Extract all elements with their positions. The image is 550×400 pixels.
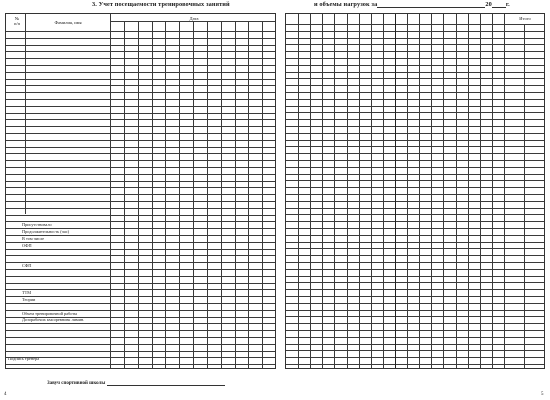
table-row-line — [286, 289, 544, 290]
left-page-title: 3. Учет посещаемости тренировочных занятий — [92, 1, 230, 8]
table-row-line — [286, 323, 544, 324]
table-row-line — [286, 235, 544, 236]
date-column-divider — [124, 21, 125, 368]
table-row-line — [286, 126, 544, 127]
summary-row-label: ОФП — [22, 242, 32, 248]
head-of-studies-signature-line — [107, 379, 225, 386]
table-row-line — [286, 187, 544, 188]
summary-row-label: СФП — [22, 263, 32, 268]
table-row-line — [286, 310, 544, 311]
load-table — [285, 13, 545, 369]
load-column-divider — [407, 14, 408, 368]
table-row-line — [286, 146, 544, 147]
total-column-divider — [524, 24, 525, 368]
summary-row-label: Присутствовало — [22, 222, 52, 228]
summary-row-label: Дозорабочих кмсоревновк лимин. — [22, 317, 85, 323]
date-column-header: Дата — [189, 16, 199, 21]
signature-label: Подпись тренера — [8, 356, 40, 361]
date-column-divider — [221, 21, 222, 368]
date-column-divider — [179, 21, 180, 368]
load-column-divider — [419, 14, 420, 368]
load-column-divider — [431, 14, 432, 368]
head-of-studies-label: Завуч спортивной школы — [47, 381, 106, 386]
load-column-divider — [443, 14, 444, 368]
table-row-line — [286, 255, 544, 256]
summary-row-label: Теории — [22, 297, 36, 302]
table-row-line — [286, 85, 544, 86]
year-blank — [492, 1, 506, 8]
table-row-line — [286, 276, 544, 277]
table-row-line — [286, 357, 544, 358]
table-row-line — [286, 364, 544, 365]
load-column-divider — [480, 14, 481, 368]
name-column-divider — [110, 14, 111, 368]
left-page-number: 4 — [4, 392, 7, 397]
attendance-table — [5, 13, 276, 369]
date-column-divider — [248, 21, 249, 368]
table-row-line — [286, 153, 544, 154]
summary-row-label: Продолжительность (час) — [22, 229, 70, 234]
table-row-line — [286, 242, 544, 243]
section-divider — [395, 14, 396, 368]
table-row-line — [286, 78, 544, 79]
period-blank — [377, 1, 485, 8]
table-row-line — [286, 140, 544, 141]
summary-row-label: В том числе — [22, 235, 45, 241]
name-column-header: Фамилия, имя — [54, 20, 82, 25]
number-column-header: № п/п — [13, 16, 21, 26]
right-title-year: 20 — [485, 1, 492, 8]
table-row-line — [286, 330, 544, 331]
table-row-line — [286, 214, 544, 215]
total-column-header: Итого — [519, 16, 531, 21]
table-row-line — [286, 58, 544, 59]
table-row-line — [286, 167, 544, 168]
table-row-line — [286, 221, 544, 222]
load-column-divider — [504, 14, 505, 368]
table-row-line — [286, 262, 544, 263]
load-column-divider — [468, 14, 469, 368]
table-row-line — [286, 99, 544, 100]
date-column-divider — [138, 21, 139, 368]
footer — [47, 379, 225, 386]
table-row-line — [286, 201, 544, 202]
load-column-divider — [334, 14, 335, 368]
date-column-divider — [207, 21, 208, 368]
number-column-divider — [25, 14, 26, 214]
table-row-line — [286, 282, 544, 283]
table-row-line — [286, 160, 544, 161]
table-row-line — [286, 248, 544, 249]
table-row-line — [286, 31, 544, 32]
table-row-line — [286, 180, 544, 181]
table-row-line — [286, 72, 544, 73]
table-row-line — [286, 92, 544, 93]
table-row-line — [286, 208, 544, 209]
table-row-line — [286, 194, 544, 195]
load-column-divider — [456, 14, 457, 368]
table-row-line — [286, 65, 544, 66]
table-row-line — [286, 133, 544, 134]
right-title-prefix: и объемы нагрузок за — [314, 1, 378, 8]
load-column-divider — [347, 14, 348, 368]
date-column-divider — [152, 21, 153, 368]
load-column-divider — [298, 14, 299, 368]
right-page-number: 5 — [541, 392, 544, 397]
right-title-suffix: г. — [505, 1, 510, 8]
table-row-line — [286, 24, 544, 25]
right-page-title — [314, 1, 510, 8]
table-row-line — [286, 350, 544, 351]
table-row-line — [286, 51, 544, 52]
table-row-line — [286, 296, 544, 297]
table-row-line — [286, 119, 544, 120]
table-row-line — [286, 106, 544, 107]
date-column-divider — [165, 21, 166, 368]
table-row-line — [286, 344, 544, 345]
date-column-divider — [193, 21, 194, 368]
summary-row-label: ТТМ — [22, 290, 32, 296]
load-column-divider — [310, 14, 311, 368]
table-row-line — [286, 228, 544, 229]
load-column-divider — [383, 14, 384, 368]
table-row-line — [286, 303, 544, 304]
table-row-line — [286, 38, 544, 39]
table-row-line — [286, 174, 544, 175]
load-column-divider — [371, 14, 372, 368]
table-row-line — [286, 316, 544, 317]
load-column-divider — [492, 14, 493, 368]
table-row-line — [286, 44, 544, 45]
load-column-divider — [322, 14, 323, 368]
load-column-divider — [359, 14, 360, 368]
date-column-divider — [235, 21, 236, 368]
table-row-line — [286, 112, 544, 113]
summary-row-label: Объем тренировочной работы — [22, 310, 78, 316]
table-row-line — [286, 269, 544, 270]
date-column-divider — [262, 21, 263, 368]
table-row-line — [286, 337, 544, 338]
